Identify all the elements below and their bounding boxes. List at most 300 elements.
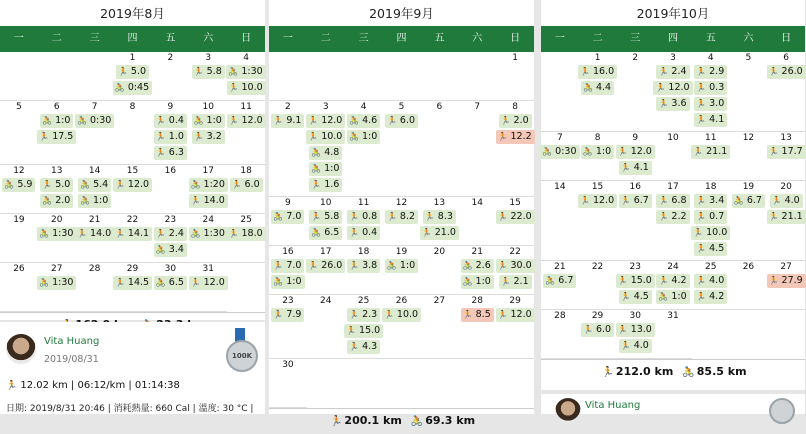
activity-badge[interactable] [75,114,114,128]
calendar-day[interactable] [38,165,76,214]
calendar-day[interactable] [579,261,617,310]
calendar-day[interactable] [227,214,265,263]
day-number: 15 [591,182,604,192]
activity-badge[interactable] [581,145,614,159]
activity-badge[interactable] [619,339,652,353]
activity-value: 1:30 [52,277,74,288]
run-icon: 🏃 [228,83,239,92]
calendar-day[interactable] [383,246,421,295]
calendar-day[interactable] [151,214,189,263]
day-number: 23 [164,215,177,225]
run-icon: 🏃 [308,261,319,270]
activity-badge[interactable] [581,323,614,337]
activity-badge[interactable] [40,114,73,128]
calendar-day[interactable] [616,310,654,359]
day-activities [189,114,227,144]
day-number: 29 [509,296,521,306]
calendar-day[interactable] [114,52,152,101]
activity-badge[interactable] [344,324,383,338]
day-number: 15 [126,166,139,176]
medal-100k-icon: 100K [226,340,258,372]
day-activities [114,227,152,241]
calendar-day[interactable] [579,310,617,359]
calendar-day[interactable] [692,132,730,181]
day-number: 24 [320,296,332,306]
activity-badge[interactable] [78,178,111,192]
activity-badge[interactable] [423,210,456,224]
calendar-day[interactable] [189,101,227,165]
day-number: 27 [51,264,63,274]
activity-badge[interactable] [37,276,76,290]
bike-icon: 🚴 [4,180,15,189]
activity-badge[interactable] [616,323,655,337]
activity-badge[interactable] [385,114,418,128]
calendar-day[interactable] [496,295,534,359]
activity-value: 2.4 [168,228,184,239]
post-details: 日期: 2019/8/31 20:46 | 消耗熱量: 660 Cal | 溫度: 30 °C | [6,404,254,414]
activity-badge[interactable] [113,227,152,241]
activity-badge[interactable] [306,114,345,128]
activity-badge[interactable] [113,276,152,290]
day-number: 13 [780,133,792,143]
activity-badge[interactable] [189,178,228,192]
day-number: 31 [202,264,214,274]
activity-badge[interactable] [694,65,727,79]
day-number: 25 [240,215,252,225]
run-icon: 🏃 [768,212,779,221]
activity-badge[interactable] [306,130,345,144]
day-number: 16 [164,166,177,176]
weekday-label: 六 [203,33,214,44]
calendar-day[interactable] [692,52,730,132]
activity-badge[interactable] [154,243,187,257]
calendar-day[interactable] [345,295,383,359]
calendar-day[interactable] [458,246,496,295]
run-icon: 🏃 [693,228,704,237]
calendar-day[interactable] [654,181,692,261]
run-icon: 🏃 [308,116,319,125]
activity-badge[interactable] [271,210,304,224]
activity-badge[interactable] [496,308,535,322]
day-activities [579,65,617,95]
activity-value: 2.9 [709,66,725,77]
calendar-day[interactable] [189,214,227,263]
activity-badge[interactable] [230,178,263,192]
calendar-day[interactable] [38,101,76,165]
day-number: 19 [13,215,25,225]
activity-badge[interactable] [540,145,579,159]
activity-value: 3.6 [671,98,687,109]
calendar-day[interactable] [458,197,496,246]
calendar-day[interactable] [269,197,307,246]
activity-badge[interactable] [656,274,689,288]
activity-value: 4.0 [784,195,800,206]
calendar-day[interactable] [541,261,579,310]
activity-badge[interactable] [543,274,576,288]
activity-badge[interactable] [770,194,803,208]
activity-badge[interactable] [113,81,152,95]
activity-badge[interactable] [496,210,535,224]
activity-badge[interactable] [385,259,418,273]
activity-badge[interactable] [382,308,421,322]
day-number: 13 [51,166,63,176]
calendar-day[interactable] [730,132,768,181]
calendar-day[interactable] [420,246,458,295]
run-icon: 🏃 [580,67,590,76]
calendar-day[interactable] [496,101,534,197]
day-number: 26 [395,296,408,306]
calendar-day[interactable] [151,263,189,312]
calendar-day[interactable] [541,132,579,181]
activity-badge[interactable] [154,114,187,128]
calendar-day[interactable] [269,101,307,197]
activity-badge[interactable] [347,226,380,240]
activity-badge[interactable] [347,308,380,322]
activity-badge[interactable] [347,210,380,224]
calendar-day[interactable] [654,261,692,310]
activity-badge[interactable] [226,65,265,79]
activity-badge[interactable] [694,274,727,288]
activity-badge[interactable] [271,259,304,273]
weekday-label: 四 [396,33,407,44]
activity-badge[interactable] [767,145,806,159]
activity-badge[interactable] [271,275,304,289]
activity-value: 12.0 [630,146,652,157]
activity-badge[interactable] [189,194,228,208]
calendar-day[interactable] [76,165,114,214]
calendar-day[interactable] [496,197,534,246]
activity-badge[interactable] [227,81,266,95]
activity-badge[interactable] [619,161,652,175]
calendar-day[interactable] [38,214,76,263]
day-activities [579,145,617,159]
calendar-day[interactable] [767,261,805,310]
activity-badge[interactable] [694,290,727,304]
activity-badge[interactable] [271,114,304,128]
calendar-day[interactable] [38,263,76,312]
day-number: 7 [556,133,563,143]
activity-value: 1:0 [206,115,222,126]
activity-badge[interactable] [616,145,655,159]
calendar-day[interactable] [76,214,114,263]
activity-badge[interactable] [385,210,418,224]
activity-badge[interactable] [116,65,149,79]
calendar-day[interactable] [767,132,805,181]
activity-badge[interactable] [691,226,730,240]
calendar-day[interactable] [654,310,692,359]
bike-icon: 🚴 [190,180,201,189]
calendar-day[interactable] [579,132,617,181]
activity-badge[interactable] [461,259,494,273]
calendar-day[interactable] [307,246,345,295]
activity-badge[interactable] [154,146,187,160]
calendar-day[interactable] [227,165,265,214]
activity-badge[interactable] [461,275,494,289]
month-summary [541,359,805,384]
activity-badge[interactable] [192,65,225,79]
activity-badge[interactable] [656,290,689,304]
calendar-empty-cell [38,52,76,101]
activity-badge[interactable] [496,259,535,273]
calendar-day[interactable] [307,101,345,197]
post-username[interactable]: Vita Huang [44,336,100,347]
activity-badge[interactable] [499,114,532,128]
calendar-day[interactable] [496,246,534,295]
calendar-day[interactable] [692,261,730,310]
activity-badge[interactable] [496,130,535,144]
activity-badge[interactable] [694,81,727,95]
calendar-day[interactable] [151,101,189,165]
calendar-empty-cell [541,52,579,132]
calendar-day[interactable] [579,52,617,132]
run-icon: 🏃 [617,325,628,334]
run-icon: 🏃 [768,276,779,285]
calendar-day[interactable] [383,101,421,197]
activity-badge[interactable] [154,227,187,241]
activity-badge[interactable] [192,130,225,144]
calendar-day[interactable] [579,181,617,261]
run-icon: 🏃 [155,116,166,125]
medal-icon-2 [769,398,795,424]
calendar-day[interactable] [151,52,189,101]
calendar-day[interactable] [496,52,534,101]
calendar-day[interactable] [189,263,227,312]
calendar-day[interactable] [114,214,152,263]
activity-badge[interactable] [2,178,35,192]
activity-badge[interactable] [75,227,114,241]
calendar-grid [0,52,265,312]
run-icon: 🏃 [696,276,707,285]
calendar-day[interactable] [307,295,345,359]
day-number: 7 [91,102,98,112]
calendar-day[interactable] [458,101,496,197]
weekday-label: 一 [282,33,293,44]
calendar-day[interactable] [0,165,38,214]
bike-icon: 🚴 [542,147,553,156]
activity-badge[interactable] [619,290,652,304]
day-number: 3 [670,53,676,63]
activity-badge[interactable] [154,130,187,144]
calendar-day[interactable] [151,165,189,214]
activity-badge[interactable] [578,65,617,79]
activity-value: 3.4 [709,195,725,206]
activity-badge[interactable] [656,194,689,208]
activity-badge[interactable] [347,259,380,273]
calendar-day[interactable] [114,165,152,214]
calendar-day[interactable] [616,261,654,310]
calendar-day[interactable] [189,52,227,101]
activity-value: 14.1 [127,228,150,239]
day-activities [616,194,654,208]
calendar-day[interactable] [458,295,496,359]
run-icon: 🏃 [311,212,322,221]
calendar-day[interactable] [383,197,421,246]
activity-badge[interactable] [732,194,765,208]
post-username-2[interactable]: Vita Huang [585,400,641,411]
activity-badge[interactable] [309,226,342,240]
activity-value: 5.4 [93,179,109,190]
bike-icon: 🚴 [193,116,204,125]
activity-badge[interactable] [40,178,73,192]
calendar-day[interactable] [730,261,768,310]
activity-value: 6.5 [168,277,184,288]
run-icon: 🏃 [620,196,631,205]
activity-badge[interactable] [499,275,532,289]
avatar[interactable] [6,334,36,364]
activity-badge[interactable] [192,114,225,128]
activity-badge[interactable] [616,274,655,288]
calendar-day[interactable] [227,52,265,101]
day-number: 4 [243,53,249,63]
calendar-day[interactable] [420,101,458,197]
day-activities [345,210,383,240]
calendar-day[interactable] [0,263,38,312]
calendar-day[interactable] [76,101,114,165]
day-activities [76,227,114,241]
activity-badge[interactable] [347,114,380,128]
calendar-day[interactable] [654,52,692,132]
activity-value: 4.4 [595,82,612,93]
activity-badge[interactable] [581,81,614,95]
calendar-day[interactable] [616,132,654,181]
activity-badge[interactable] [309,178,342,192]
run-icon: 🏃 [771,196,782,205]
activity-badge[interactable] [461,308,494,322]
day-activities [307,210,345,240]
activity-badge[interactable] [694,113,727,127]
calendar-day[interactable] [0,101,38,165]
activity-badge[interactable] [347,130,380,144]
run-icon: 🏃 [693,147,704,156]
calendar-day[interactable] [692,181,730,261]
activity-badge[interactable] [653,81,692,95]
calendar-day[interactable] [420,197,458,246]
day-activities [38,114,76,144]
bike-icon: 🚴 [349,116,360,125]
activity-badge[interactable] [189,276,228,290]
activity-value: 17.7 [781,146,803,157]
activity-badge[interactable] [309,146,342,160]
activity-badge[interactable] [309,210,342,224]
calendar-day[interactable] [730,181,768,261]
calendar-day[interactable] [383,295,421,359]
weekday-label: 五 [434,33,445,44]
run-icon: 🏃 [500,277,511,286]
day-number: 27 [433,296,446,306]
activity-badge[interactable] [154,276,187,290]
day-activities [692,274,730,304]
bike-total: 69.3 km [425,414,476,427]
activity-badge[interactable] [227,227,266,241]
run-icon: 🏃 [768,147,779,156]
activity-badge[interactable] [694,194,727,208]
run-icon: 🏃 [658,212,669,221]
activity-value: 6.0 [399,115,416,126]
day-number: 21 [554,262,566,272]
avatar-2[interactable] [555,398,581,424]
calendar-day[interactable] [189,165,227,214]
activity-value: 1:0 [595,146,612,157]
activity-badge[interactable] [113,178,152,192]
calendar-day[interactable] [345,197,383,246]
day-number: 17 [320,247,332,257]
day-activities [730,194,768,208]
day-number: 2 [285,102,291,112]
run-icon: 🏃 [696,99,707,108]
activity-badge[interactable] [767,210,806,224]
day-activities [616,274,654,304]
activity-badge[interactable] [309,162,342,176]
calendar-day[interactable] [307,197,345,246]
activity-badge[interactable] [78,194,111,208]
activity-badge[interactable] [767,65,806,79]
calendar-day[interactable] [269,295,307,359]
activity-badge[interactable] [694,97,727,111]
day-activities [654,194,692,224]
calendar-day[interactable] [114,263,152,312]
activity-badge[interactable] [306,259,345,273]
activity-badge[interactable] [767,274,806,288]
bike-icon: 🚴 [733,196,744,205]
activity-value: 21.0 [434,227,456,238]
calendar-day[interactable] [616,181,654,261]
calendar-day[interactable] [420,295,458,359]
activity-badge[interactable] [656,97,689,111]
activity-value: 10.0 [241,82,263,93]
calendar-day[interactable] [767,181,805,261]
activity-value: 6.3 [168,147,184,158]
calendar-day[interactable] [114,101,152,165]
calendar-day[interactable] [227,101,265,165]
activity-badge[interactable] [37,227,76,241]
activity-badge[interactable] [347,340,380,354]
calendar-day[interactable] [345,246,383,295]
activity-badge[interactable] [420,226,459,240]
calendar-day[interactable] [269,359,307,408]
calendar-day[interactable] [541,181,579,261]
activity-post-2[interactable] [541,394,805,414]
calendar-day[interactable] [0,214,38,263]
activity-badge[interactable] [189,227,228,241]
activity-badge[interactable] [656,210,689,224]
activity-badge[interactable] [619,194,652,208]
activity-badge[interactable] [578,194,617,208]
activity-value: 5.8 [206,66,222,77]
activity-badge[interactable] [271,308,304,322]
calendar-day[interactable] [616,52,654,132]
activity-badge[interactable] [37,130,76,144]
calendar-day[interactable] [730,52,768,132]
activity-badge[interactable] [40,194,73,208]
activity-badge[interactable] [694,210,727,224]
calendar-day[interactable] [345,101,383,197]
activity-badge[interactable] [656,65,689,79]
activity-badge[interactable] [691,145,730,159]
calendar-day[interactable] [269,246,307,295]
weekday-label: 二 [592,33,603,44]
activity-badge[interactable] [227,114,266,128]
day-number: 26 [742,262,755,272]
activity-post[interactable] [0,322,265,414]
activity-badge[interactable] [694,242,727,256]
activity-value: 4.2 [709,291,725,302]
run-icon: 🏃 [193,67,204,76]
calendar-day[interactable] [654,132,692,181]
calendar-day[interactable] [767,52,805,132]
calendar-day[interactable] [76,263,114,312]
run-icon: 🏃 [155,132,166,141]
calendar-day[interactable] [541,310,579,359]
